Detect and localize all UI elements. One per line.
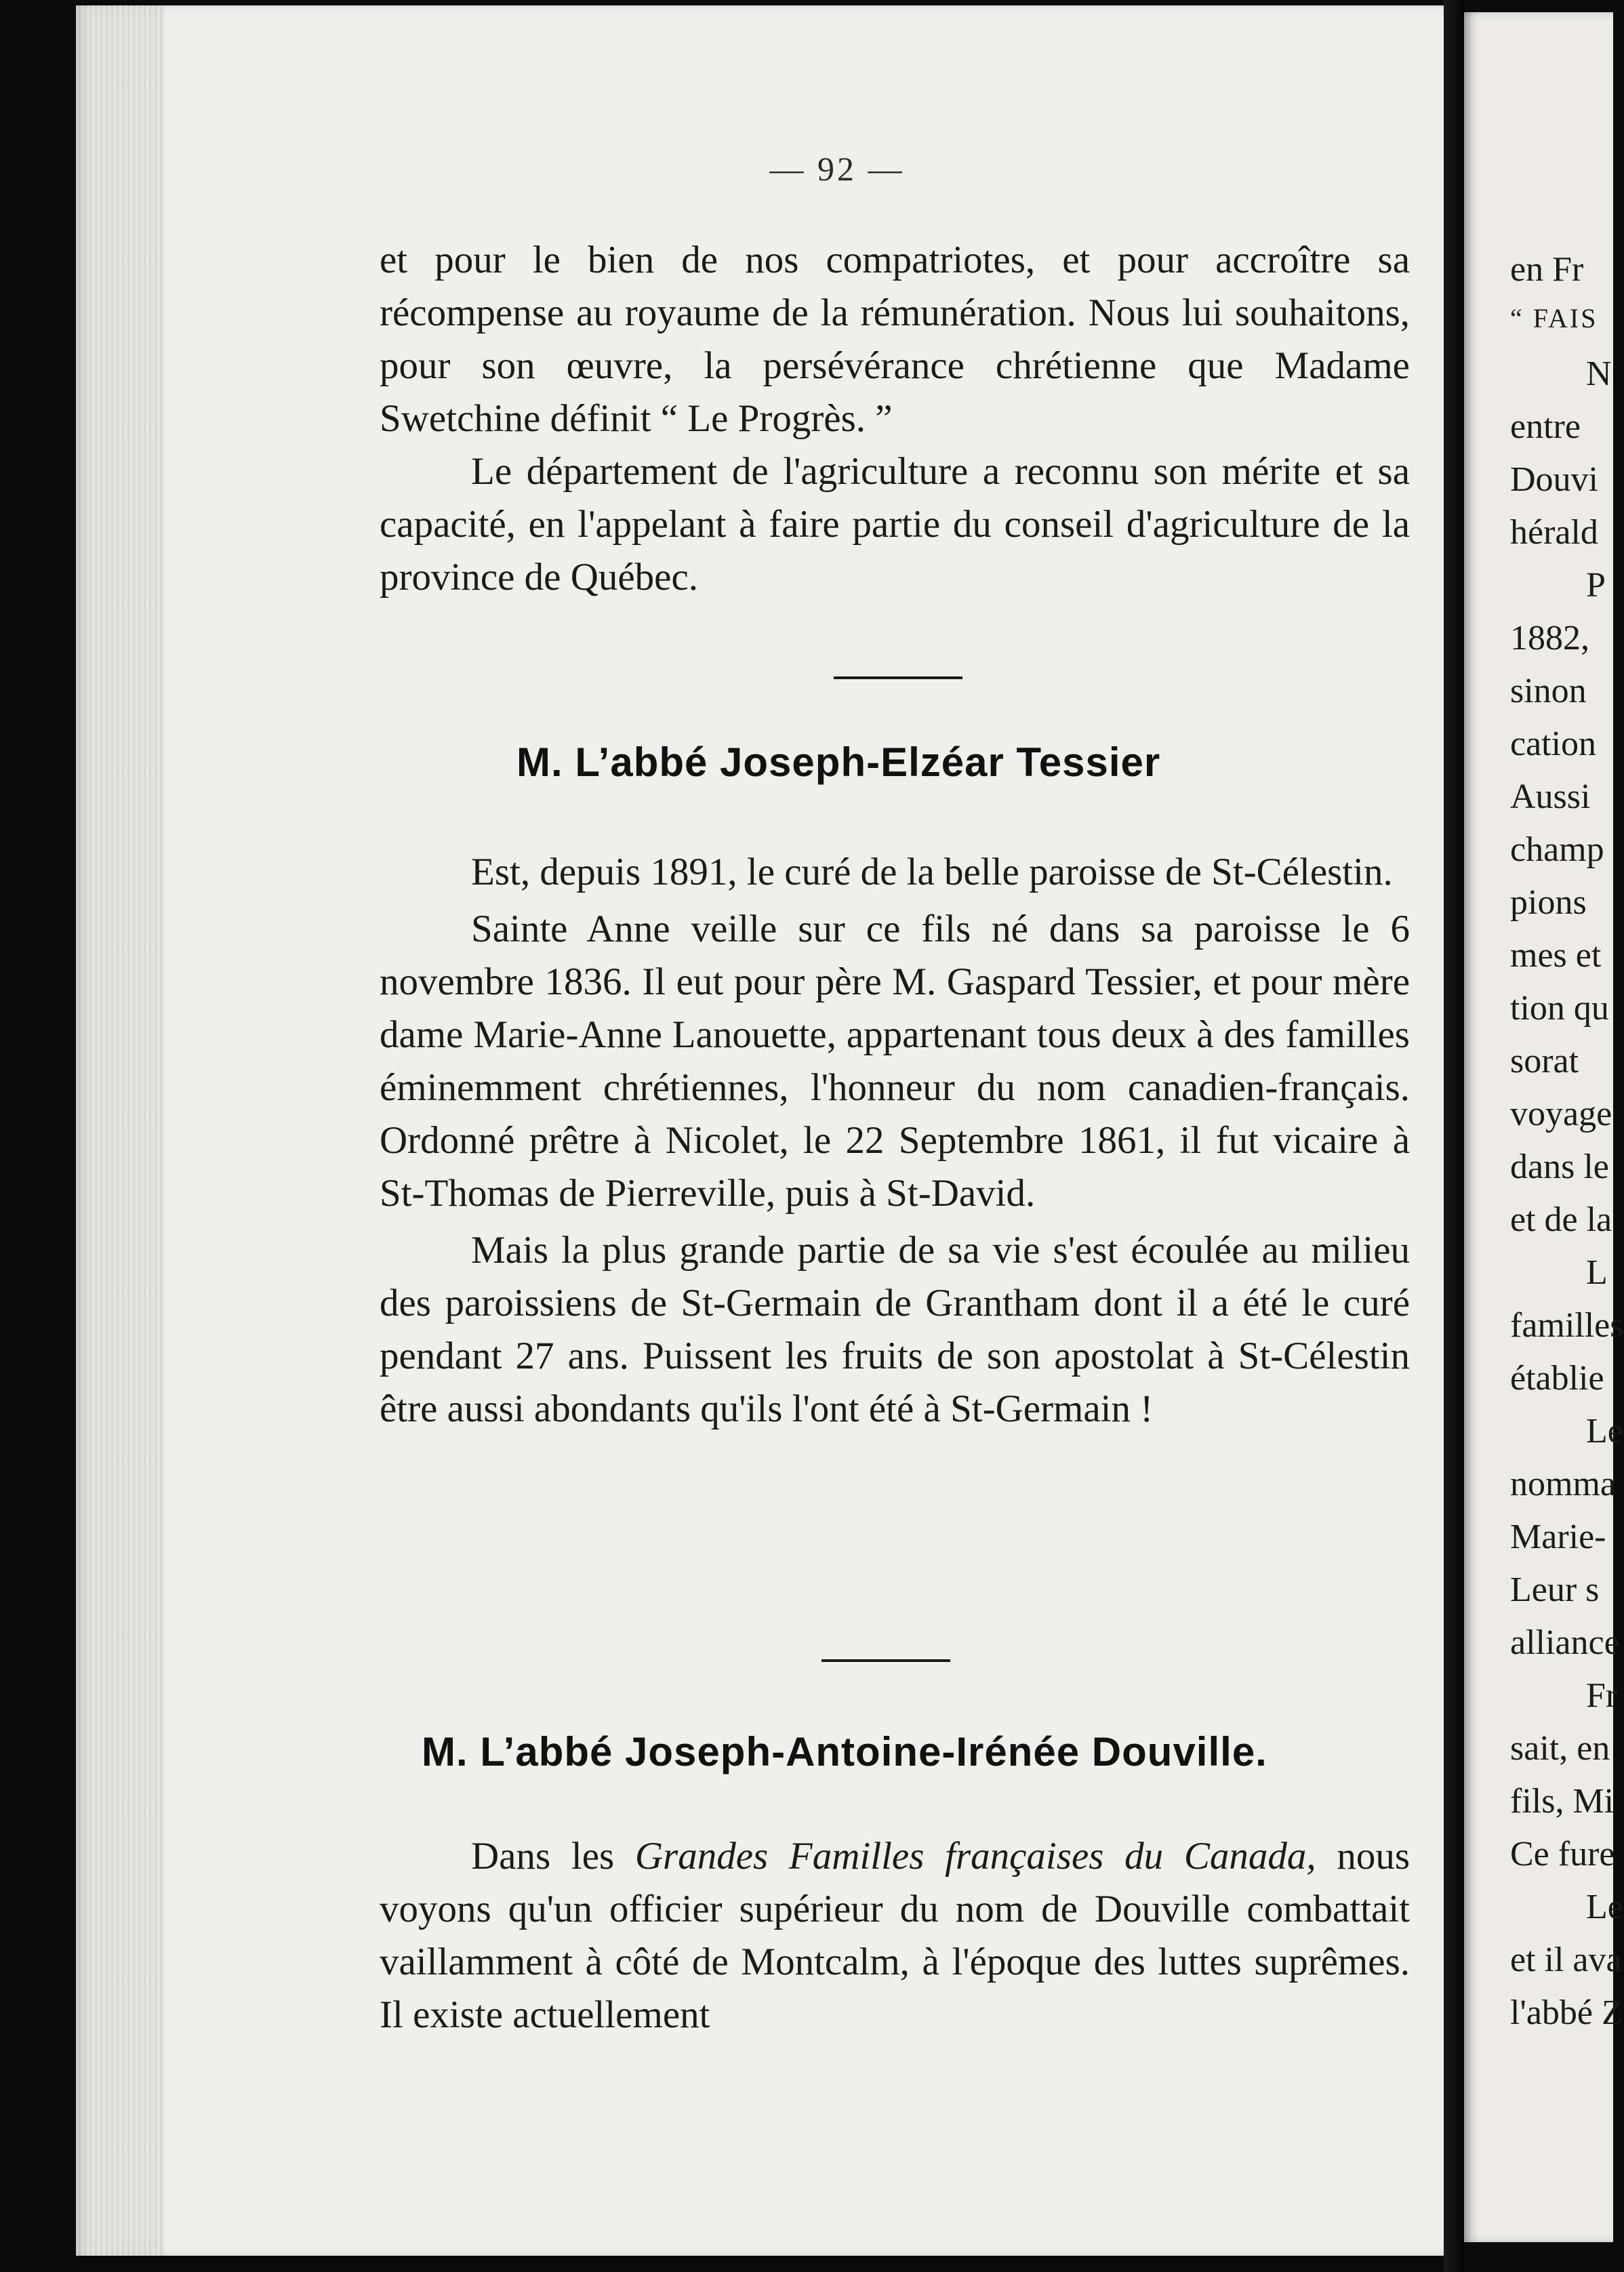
right-line: voyage	[1510, 1095, 1612, 1133]
paragraph: Mais la plus grande partie de sa vie s'est écoulée au milieu des paroissiens de St-Germain de Grantham dont il a été le curé pendant 27 ans. Puissent les fruits de son apostolat à St-Célestin être aussi abondants qu'ils l'ont été à St-Germain !	[380, 1229, 1410, 1430]
right-line: établie	[1510, 1359, 1604, 1398]
right-line: pions	[1510, 883, 1587, 922]
right-line: P	[1586, 566, 1606, 605]
book-title: Grandes Familles françaises du Canada,	[634, 1835, 1316, 1878]
right-line: sait, en	[1510, 1729, 1610, 1768]
book-gutter	[1444, 0, 1464, 2272]
right-line: entre	[1510, 407, 1581, 446]
right-line: sorat	[1510, 1042, 1579, 1080]
section-heading: M. L’abbé Joseph-Elzéar Tessier	[516, 739, 1161, 785]
right-line: champ	[1510, 830, 1604, 869]
paragraph: Est, depuis 1891, le curé de la belle paroisse de St-Célestin.	[471, 851, 1393, 893]
right-line: Marie-	[1510, 1518, 1606, 1556]
right-line: familles	[1510, 1306, 1624, 1345]
right-line: en Fr	[1510, 250, 1584, 289]
right-line: N	[1586, 354, 1612, 393]
right-line: Fr	[1586, 1676, 1618, 1715]
page-edge-stack	[76, 5, 164, 2256]
paragraph: Le département de l'agriculture a reconnu son mérite et sa capacité, en l'appelant à faire partie du conseil d'agriculture de la province de Québec.	[380, 450, 1410, 599]
right-line: Douvi	[1510, 460, 1598, 499]
right-line: mes et	[1510, 936, 1602, 975]
right-line: “ FAIS	[1510, 303, 1598, 333]
section-divider	[821, 1659, 950, 1662]
page-number: — 92 —	[769, 150, 905, 188]
continued-text-block	[380, 234, 1410, 604]
right-line: tion qu	[1510, 989, 1609, 1028]
right-line: nomma	[1510, 1465, 1616, 1503]
right-line: et il ava	[1510, 1941, 1622, 1979]
right-page	[1464, 12, 1624, 2242]
right-line: 1882,	[1510, 619, 1589, 657]
right-line: Aussi	[1510, 777, 1591, 816]
right-line: l'abbé Z	[1510, 1993, 1623, 2032]
right-line: L	[1586, 1253, 1608, 1292]
right-line: Ce fure	[1510, 1835, 1615, 1873]
right-line: hérald	[1510, 513, 1598, 552]
right-line: Le	[1586, 1412, 1623, 1451]
text-run: nous voyons qu'un officier supérieur du nom de Douville combattait vaillamment à côté de Montcalm, à l'époque des luttes suprêmes. Il existe actuellement	[380, 1835, 1410, 2036]
section-divider	[834, 676, 962, 679]
douville-section-text	[380, 1830, 1410, 2042]
right-line: et de la	[1510, 1200, 1612, 1239]
tessier-section-text	[380, 846, 1410, 1436]
right-line: Leur s	[1510, 1570, 1600, 1609]
text-run: Dans les	[471, 1835, 635, 1878]
paragraph	[380, 1830, 1410, 2042]
paragraph: Sainte Anne veille sur ce fils né dans sa paroisse le 6 novembre 1836. Il eut pour père M. Gaspard Tessier, et pour mère dame Marie-Anne Lanouette, appartenant tous deux à des familles éminemment chrétiennes, l'honneur du nom canadien-français. Ordonné prêtre à Nicolet, le 22 Septembre 1861, il fut vicaire à St-Thomas de Pierreville, puis à St-David.	[380, 908, 1410, 1215]
right-line: alliance	[1510, 1623, 1620, 1662]
paragraph: et pour le bien de nos compatriotes, et pour accroître sa récompense au royaume de la rémunération. Nous lui souhaitons, pour son œuvre, la persévérance chrétienne que Madame Swetchine définit “ Le Progrès. ”	[380, 239, 1410, 440]
right-line: sinon	[1510, 672, 1587, 710]
section-heading: M. L’abbé Joseph-Antoine-Irénée Douville.	[422, 1729, 1267, 1774]
right-line: fils, Mi	[1510, 1782, 1615, 1821]
right-line: cation	[1510, 725, 1597, 763]
right-line: Le	[1586, 1888, 1623, 1926]
right-line: dans le	[1510, 1148, 1609, 1186]
